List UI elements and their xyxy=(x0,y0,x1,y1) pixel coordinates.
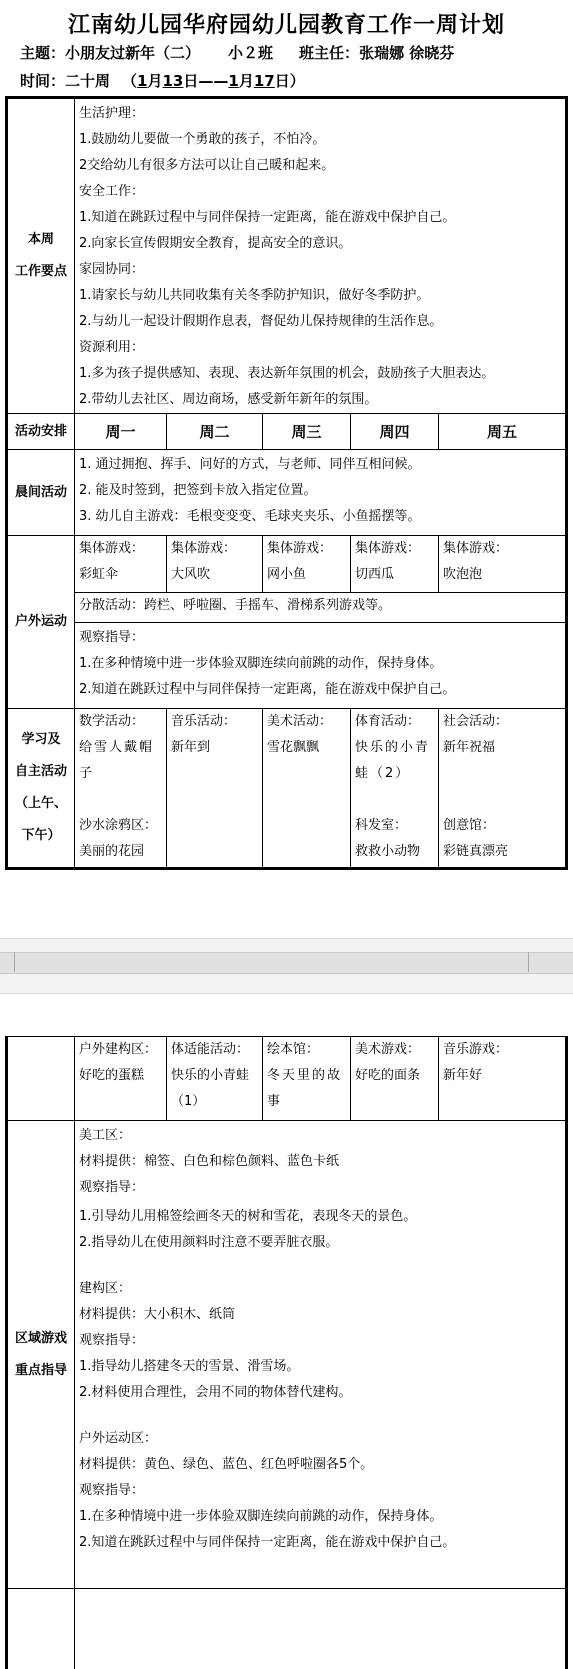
morning-line: 3. 幼儿自主游戏：毛根变变变、毛球夹夹乐、小鱼摇摆等。 xyxy=(79,509,421,524)
page-title: 江南幼儿园华府园幼儿园教育工作一周计划 xyxy=(67,12,505,38)
plan-meta-theme xyxy=(20,42,454,63)
start-day-char: 日 xyxy=(183,72,199,90)
outdoor-game-cell: 集体游戏： 切西瓜 xyxy=(351,536,439,593)
theme-label: 主题： xyxy=(20,44,66,62)
outdoor-scatter: 分散活动：跨栏、呼啦圈、手摇车、滑梯系列游戏等。 xyxy=(75,593,567,623)
focus-line: 2.向家长宣传假期安全教育，提高安全的意识。 xyxy=(79,236,352,251)
outdoor-game-cell: 集体游戏： 网小鱼 xyxy=(263,536,351,593)
schedule-label: 活动安排 xyxy=(7,414,75,450)
teacher-names: 张瑞娜 徐晓芬 xyxy=(359,44,455,62)
empty-label-cell xyxy=(7,1589,75,1669)
end-day-char: 日） xyxy=(274,72,305,90)
week-value: 二十周 xyxy=(65,72,111,90)
row-morning-activity xyxy=(7,450,567,536)
focus-line: 生活护理： xyxy=(79,106,145,121)
row-outdoor-games xyxy=(7,536,567,593)
study-cell-mon: 数学活动： 给雪人戴帽子 沙水涂鸦区： 美丽的花园 xyxy=(75,709,167,869)
weekly-plan-table-continued xyxy=(5,1036,568,1669)
margin-marker-left xyxy=(0,952,15,972)
morning-line: 2. 能及时签到，把签到卡放入指定位置。 xyxy=(79,483,317,498)
area-cell: 音乐游戏： 新年好 xyxy=(439,1037,567,1121)
date-dash: —— xyxy=(198,72,229,90)
start-month: 1 xyxy=(137,72,148,90)
outdoor-observe: 观察指导： 1.在多种情境中进一步体验双脚连续向前跳的动作，保持身体。 2.知道在跳跃过程中与同伴保持一定距离，能在游戏中保护自己。 xyxy=(75,623,567,709)
area-games-label: 区域游戏 重点指导 xyxy=(7,1121,75,1589)
focus-line: 2.带幼儿去社区、周边商场，感受新年新年的氛围。 xyxy=(79,392,378,407)
row-study-areas xyxy=(7,1037,567,1121)
day-header: 周四 xyxy=(351,414,439,450)
outdoor-game-cell: 集体游戏： 大风吹 xyxy=(167,536,263,593)
area-cell: 美术游戏： 好吃的面条 xyxy=(351,1037,439,1121)
focus-line: 1.鼓励幼儿要做一个勇敢的孩子，不怕冷。 xyxy=(79,132,326,147)
area-cell: 户外建构区： 好吃的蛋糕 xyxy=(75,1037,167,1121)
focus-line: 安全工作： xyxy=(79,184,145,199)
morning-label: 晨间活动 xyxy=(7,450,75,536)
teacher-label: 班主任： xyxy=(299,44,360,62)
end-month-char: 月 xyxy=(238,72,254,90)
row-outdoor-observe xyxy=(7,623,567,709)
empty-content-cell xyxy=(75,1589,567,1669)
day-header: 周二 xyxy=(167,414,263,450)
row-area-games xyxy=(7,1121,567,1589)
work-focus-content xyxy=(75,98,567,414)
study-label: 学习及 自主活动 （上午、 下午） xyxy=(7,709,75,869)
morning-line: 1. 通过拥抱、挥手、问好的方式，与老师、同伴互相问候。 xyxy=(79,457,421,472)
day-header: 周三 xyxy=(263,414,351,450)
document-page-2 xyxy=(0,994,573,1662)
study-cell-fri: 社会活动： 新年祝福 创意馆： 彩链真漂亮 xyxy=(439,709,567,869)
focus-line: 2交给幼儿有很多方法可以让自己暖和起来。 xyxy=(79,158,335,173)
outdoor-label: 户外运动 xyxy=(7,536,75,709)
focus-line: 1.知道在跳跃过程中与同伴保持一定距离，能在游戏中保护自己。 xyxy=(79,210,456,225)
end-day: 17 xyxy=(253,72,275,90)
weekly-plan-table xyxy=(5,96,568,870)
end-month: 1 xyxy=(228,72,239,90)
study-cell-wed: 美术活动： 雪花飘飘 xyxy=(263,709,351,869)
study-areas-label-blank xyxy=(7,1037,75,1121)
focus-line: 1.请家长与幼儿共同收集有关冬季防护知识，做好冬季防护。 xyxy=(79,288,430,303)
time-label: 时间： xyxy=(20,72,66,90)
page-separator-bar xyxy=(0,952,573,974)
row-work-focus xyxy=(7,98,567,414)
work-focus-label: 本周 工作要点 xyxy=(7,98,75,414)
margin-marker-right xyxy=(528,952,543,972)
focus-line: 资源利用： xyxy=(79,340,145,355)
date-open: （ xyxy=(122,72,138,90)
section-title: 美工区： xyxy=(79,1128,132,1143)
section-title: 户外运动区： xyxy=(79,1431,158,1446)
focus-line: 家园协同： xyxy=(79,262,145,277)
row-study-activities xyxy=(7,709,567,869)
day-header: 周一 xyxy=(75,414,167,450)
focus-line: 1.多为孩子提供感知、表现、表达新年氛围的机会，鼓励孩子大胆表达。 xyxy=(79,366,495,381)
plan-meta-time xyxy=(20,70,305,91)
row-schedule-header xyxy=(7,414,567,450)
outdoor-game-cell: 集体游戏： 彩虹伞 xyxy=(75,536,167,593)
start-day: 13 xyxy=(162,72,184,90)
row-outdoor-scatter xyxy=(7,593,567,623)
study-cell-thu: 体育活动： 快乐的小青蛙（2） 科发室： 救救小动物 xyxy=(351,709,439,869)
area-cell: 体适能活动： 快乐的小青蛙（1） xyxy=(167,1037,263,1121)
page-break xyxy=(0,938,573,994)
row-empty-next xyxy=(7,1589,567,1669)
outdoor-game-cell: 集体游戏： 吹泡泡 xyxy=(439,536,567,593)
day-header: 周五 xyxy=(439,414,567,450)
study-cell-tue: 音乐活动： 新年到 xyxy=(167,709,263,869)
class-name: 小２班 xyxy=(228,44,274,62)
section-title: 建构区： xyxy=(79,1281,132,1296)
focus-line: 2.与幼儿一起设计假期作息表，督促幼儿保持规律的生活作息。 xyxy=(79,314,443,329)
area-games-content: 美工区： 材料提供：棉签、白色和棕色颜料、蓝色卡纸 观察指导： 1.引导幼儿用棉签绘画冬天的树和雪花，表现冬天的景色。 2.指导幼儿在使用颜料时注意不要弄脏衣服。 建构区： 材料提供：大小积木、纸筒 观察指导： 1.指导幼儿搭建冬天的雪景、滑雪场。 2.材料使用合理性，会用不同的物体替代建构。 户外运动区： 材料提供：黄色、绿色、蓝色、红色呼啦圈各5个。 观察指导： 1.在多种情境中进一步体验双脚连续向前跳的动作，保持身体。 2.知道在跳跃过程中与同伴保持一定距离，能在游戏中保护自己。 xyxy=(75,1121,567,1589)
morning-content xyxy=(75,450,567,536)
area-cell: 绘本馆： 冬天里的故事 xyxy=(263,1037,351,1121)
theme-value: 小朋友过新年（二） xyxy=(65,44,201,62)
start-month-char: 月 xyxy=(147,72,163,90)
